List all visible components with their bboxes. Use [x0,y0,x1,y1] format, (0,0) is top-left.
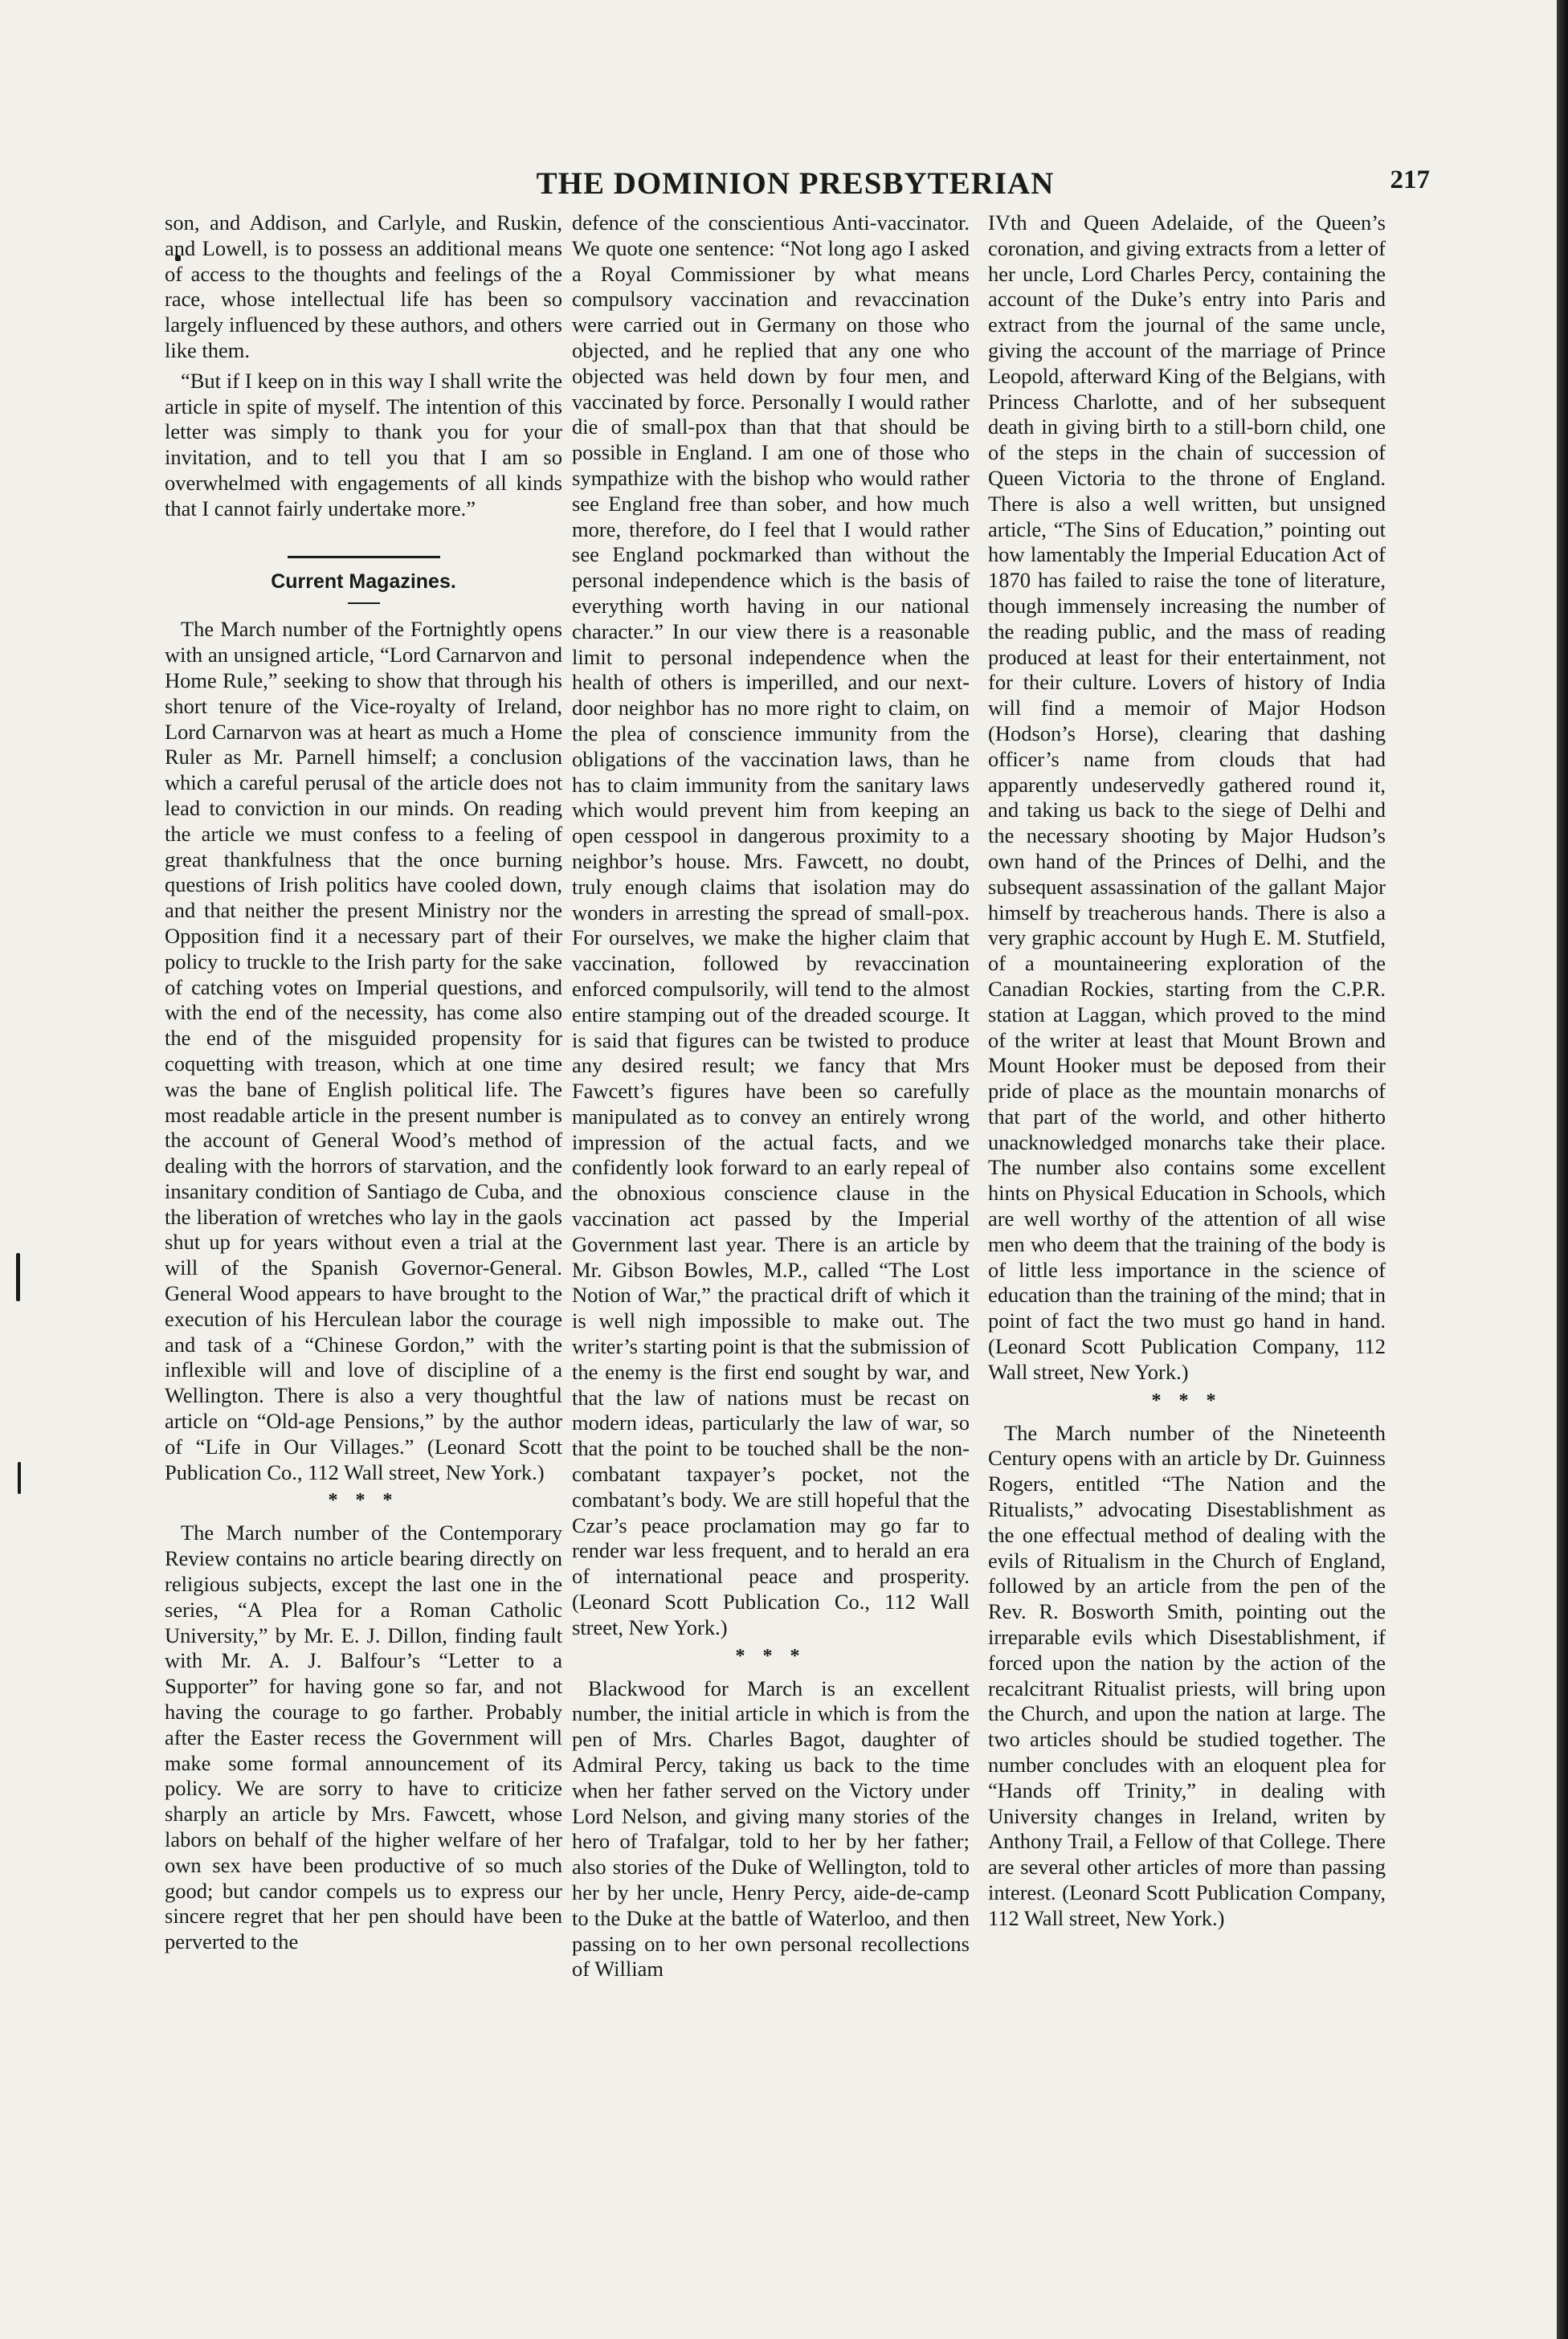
section-rule [288,556,440,558]
section-separator: * * * [735,1645,806,1667]
page-header [161,165,1430,206]
page-number: 217 [1390,165,1430,194]
text-column-3 [988,210,1386,1937]
paragraph: “But if I keep on in this way I shall write the article in spite of myself. The intention of this letter was simply to thank you for your invitation, and to tell you that I am so overwhelmed with engagements of all kinds that I cannot fairly undertake more.” [165,368,562,520]
margin-mark [18,1462,21,1494]
section-heading: Current Magazines. [271,569,456,593]
section-separator: * * * [1151,1390,1223,1411]
paragraph: defence of the conscientious Anti-vaccinator. We quote one sentence: “Not long ago I asked a Royal Commissioner by what means compulsory vaccination and revaccination were carried out in Germany on those who objected, and he replied that any one who objected was held down by four men, and vaccinated by force. Personally I would rather die of small-pox than that that should be possible in England. I am one of those who sympathize with the bishop who would rather see England free than sober, and how much more, therefore, do I feel that I would rather see England pockmarked than without the personal independence which is the basis of everything worth having in our national character.” In our view there is a reasonable limit to personal independence when the health of others is imperilled, and our next-door neighbor has no more right to claim, on the plea of conscience immunity from the obligations of the vaccination laws, than he has to claim immunity from the sanitary laws which would prevent him from keeping an open cesspool in dangerous proximity to a neighbor’s house. Mrs. Fawcett, no doubt, truly enough claims that isolation may do wonders in arresting the spread of small-pox. For ourselves, we make the higher claim that vaccination, followed by revaccination enforced compulsorily, will tend to the almost entire stamping out of the dreaded scourge. It is said that figures can be twisted to produce any desired result; we fancy that Mrs Fawcett’s figures have been so carefully manipulated as to convey an entirely wrong impression of the actual facts, and we confidently look forward to an early repeal of the obnoxious conscience clause in the vaccination act passed by the Imperial Government last year. There is an article by Mr. Gibson Bowles, M.P., called “The Lost Notion of War,” the practical drift of which it is well nigh impossible to make out. The writer’s starting point is that the submission of the enemy is the first end sought by war, and that the law of nations must be recast on modern ideas, particularly the law of war, so that the point to be touched shall be the non-combatant taxpayer’s pocket, not the combatant’s body. We are still hopeful that the Czar’s peace proclamation may go far to render war less frequent, and to herald an era of international peace and prosperity. (Leonard Scott Publication Co., 112 Wall street, New York.) [572,210,970,1639]
text-column-1 [165,210,562,1960]
text-column-2 [572,210,970,1987]
section-separator: * * * [328,1490,399,1512]
paragraph: son, and Addison, and Carlyle, and Ruskin, and Lowell, is to possess an additional means of access to the thoughts and feelings of the race, whose intellectual life has been so largely influenced by these authors, and others like them. [165,210,562,362]
section-subrule [348,602,380,604]
paragraph: The March number of the Contemporary Review contains no article bearing directly on religious subjects, except the last one in the series, “A Plea for a Roman Catholic University,” by Mr. E. J. Dillon, finding fault with Mr. A. J. Balfour’s “Letter to a Supporter” for having gone so far, and not having the courage to go farther. Probably after the Easter recess the Government will make some formal announcement of its policy. We are sorry to have to criticize sharply an article by Mrs. Fawcett, whose labors on behalf of the higher welfare of her own sex have been productive of so much good; but candor compels us to express our sincere regret that her pen should have been perverted to the [165,1521,562,1954]
paragraph: The March number of the Nineteenth Century opens with an article by Dr. Guinness Rogers, entitled “The Nation and the Ritualists,” advocating Disestablishment as the one effectual method of dealing with the evils of Ritualism in the Church of England, followed by an article from the pen of the Rev. R. Bosworth Smith, pointing out the irreparable evils which Disestablishment, if forced upon the nation by the action of the recalcitrant Ritualist priests, will bring upon the Church, and upon the nation at large. The two articles should be studied together. The number concludes with an eloquent plea for “Hands off Trinity,” in dealing with University changes in Ireland, writen by Anthony Trail, a Fellow of that College. There are several other articles of more than passing interest. (Leonard Scott Publication Company, 112 Wall street, New York.) [988,1420,1386,1930]
running-title: THE DOMINION PRESBYTERIAN [536,166,1055,201]
margin-mark [16,1253,20,1301]
page-edge-shadow [1557,0,1568,2339]
paragraph: The March number of the Fortnightly opens with an unsigned article, “Lord Carnarvon and Home Rule,” seeking to show that through his short tenure of the Vice-royalty of Ireland, Lord Carnarvon was at heart as much a Home Ruler as Mr. Parnell himself; a conclusion which a careful perusal of the article does not lead to conviction in our minds. On reading the article we must confess to a feeling of great thankfulness that the once burning questions of Irish politics have cooled down, and that neither the present Ministry nor the Opposition find it a necessary part of their policy to truckle to the Irish party for the sake of catching votes on Imperial questions, and with the end of the necessity, has come also the end of the misguided propensity for coquetting with treason, which at one time was the bane of English political life. The most readable article in the present number is the account of General Wood’s method of dealing with the horrors of starvation, and the insanitary condition of Santiago de Cuba, and the liberation of wretches who lay in the gaols shut up for years without even a trial at the will of the Spanish Governor-General. General Wood appears to have brought to the execution of his Herculean labor the courage and task of a “Chinese Gordon,” with the inflexible will and love of discipline of a Wellington. There is also a very thoughtful article on “Old-age Pensions,” by the author of “Life in Our Villages.” (Leonard Scott Publication Co., 112 Wall street, New York.) [165,617,562,1484]
paragraph: IVth and Queen Adelaide, of the Queen’s coronation, and giving extracts from a letter of her uncle, Lord Charles Percy, containing the account of the Duke’s entry into Paris and extract from the journal of the same uncle, giving the account of the marriage of Prince Leopold, afterward King of the Belgians, with Princess Charlotte, and of her subsequent death in giving birth to a still-born child, one of the steps in the chain of succession of Queen Victoria to the throne of England. There is also a well written, but unsigned article, “The Sins of Education,” pointing out how lamentably the Imperial Education Act of 1870 has failed to raise the tone of literature, though immensely increasing the number of the reading public, and the mass of reading produced at least for their entertainment, not for their culture. Lovers of history of India will find a memoir of Major Hodson (Hodson’s Horse), clearing that dashing officer’s name from clouds that had apparently undeservedly gathered round it, and taking us back to the siege of Delhi and the necessary shooting by Major Hudson’s own hand of the Princes of Delhi, and the subsequent assassination of the gallant Major himself by treacherous hands. There is also a very graphic account by Hugh E. M. Stutfield, of a mountaineering exploration of the Canadian Rockies, starting from the C.P.R. station at Laggan, which proved to the mind of the writer at least that Mount Brown and Mount Hooker must be deposed from their pride of place as the mountain monarchs of that part of the world, and other hitherto unacknowledged monarchs take their place. The number also contains some excellent hints on Physical Education in Schools, which are well worthy of the attention of all wise men who deem that the training of the body is of little less importance in the science of education than the training of the mind; that in point of fact the two must go hand in hand. (Leonard Scott Publication Company, 112 Wall street, New York.) [988,210,1386,1384]
paragraph: Blackwood for March is an excellent number, the initial article in which is from the pen of Mrs. Charles Bagot, daughter of Admiral Percy, taking us back to the time when her father served on the Victory under Lord Nelson, and giving many stories of the hero of Trafalgar, told to her by her father; also stories of the Duke of Wellington, told to her by her uncle, Henry Percy, aide-de-camp to the Duke at the battle of Waterloo, and then passing on to her own personal recollections of William [572,1676,970,1982]
